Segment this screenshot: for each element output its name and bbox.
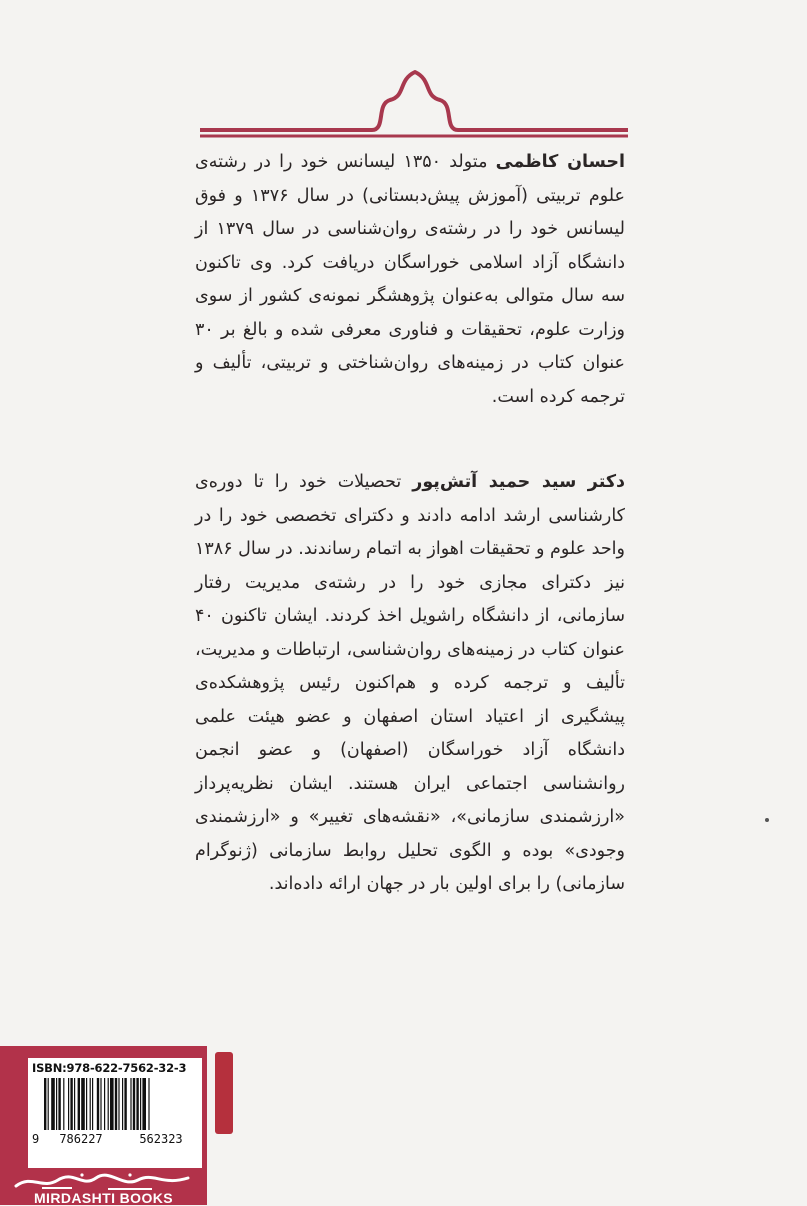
dome-ornament-outline <box>200 72 628 130</box>
barcode-digits-left: 786227 <box>59 1132 103 1146</box>
barcode-digits-right: 562323 <box>139 1132 183 1146</box>
barcode-digits <box>32 1132 200 1146</box>
publisher-logo-icon <box>12 1172 194 1192</box>
barcode-icon <box>44 1078 194 1134</box>
dome-ornament <box>0 0 807 150</box>
price-stamp <box>215 1052 233 1134</box>
isbn-label: ISBN:978-622-7562-32-3 <box>32 1061 187 1075</box>
publisher-block <box>0 1046 207 1205</box>
barcode-card <box>28 1058 202 1168</box>
publisher-name: MIRDASHTI BOOKS <box>34 1190 173 1206</box>
author-name-kazemi: احسان کاظمی <box>495 152 625 172</box>
author-bio-kazemi-text: متولد ۱۳۵۰ لیسانس خود را در رشته‌ی علوم تربیتی (آموزش پیش‌دبستانی) در سال ۱۳۷۶ و فوق لیسانس خود را در رشته‌ی روان‌شناسی در سال ۱۳۷۹ از دانشگاه آزاد اسلامی خوراسگان دریافت کرد. وی تاکنون سه سال متوالی به‌عنوان پژوهشگر نمونه‌ی کشور از سوی وزارت علوم، تحقیقات و فناوری معرفی شده و بالغ بر ۳۰ عنوان کتاب در زمینه‌های روان‌شناختی و تربیتی، تألیف و ترجمه کرده است. <box>195 152 625 407</box>
author-name-atashpour: دکتر سید حمید آتش‌پور <box>412 472 625 492</box>
barcode-digit-first: 9 <box>32 1132 40 1146</box>
speck-dot <box>765 818 769 822</box>
author-bio-atashpour-text: تحصیلات خود را تا دوره‌ی کارشناسی ارشد ادامه دادند و دکترای تخصصی خود را در واحد علوم و تحقیقات اهواز به اتمام رساندند. در سال ۱۳۸۶ نیز دکترای مجازی خود را در رشته‌ی مدیریت رفتار سازمانی، از دانشگاه راشویل اخذ کردند. ایشان تاکنون ۴۰ عنوان کتاب در زمینه‌های روان‌شناسی، ارتباطات و مدیریت، تألیف و ترجمه کرده و هم‌اکنون رئیس پژوهشکده‌ی پیشگیری از اعتیاد استان اصفهان و عضو هیئت علمی دانشگاه آزاد خوراسگان (اصفهان) و عضو انجمن روانشناسی اجتماعی ایران هستند. ایشان نظریه‌پرداز «ارزشمندی سازمانی»، «نقشه‌های تغییر» و «ارزشمندی وجودی» بوده و الگوی تحلیل روابط سازمانی (ژنوگرام سازمانی) را برای اولین بار در جهان ارائه داده‌اند. <box>195 472 625 894</box>
author-bio-atashpour <box>195 466 625 902</box>
author-bio-kazemi <box>195 146 625 414</box>
